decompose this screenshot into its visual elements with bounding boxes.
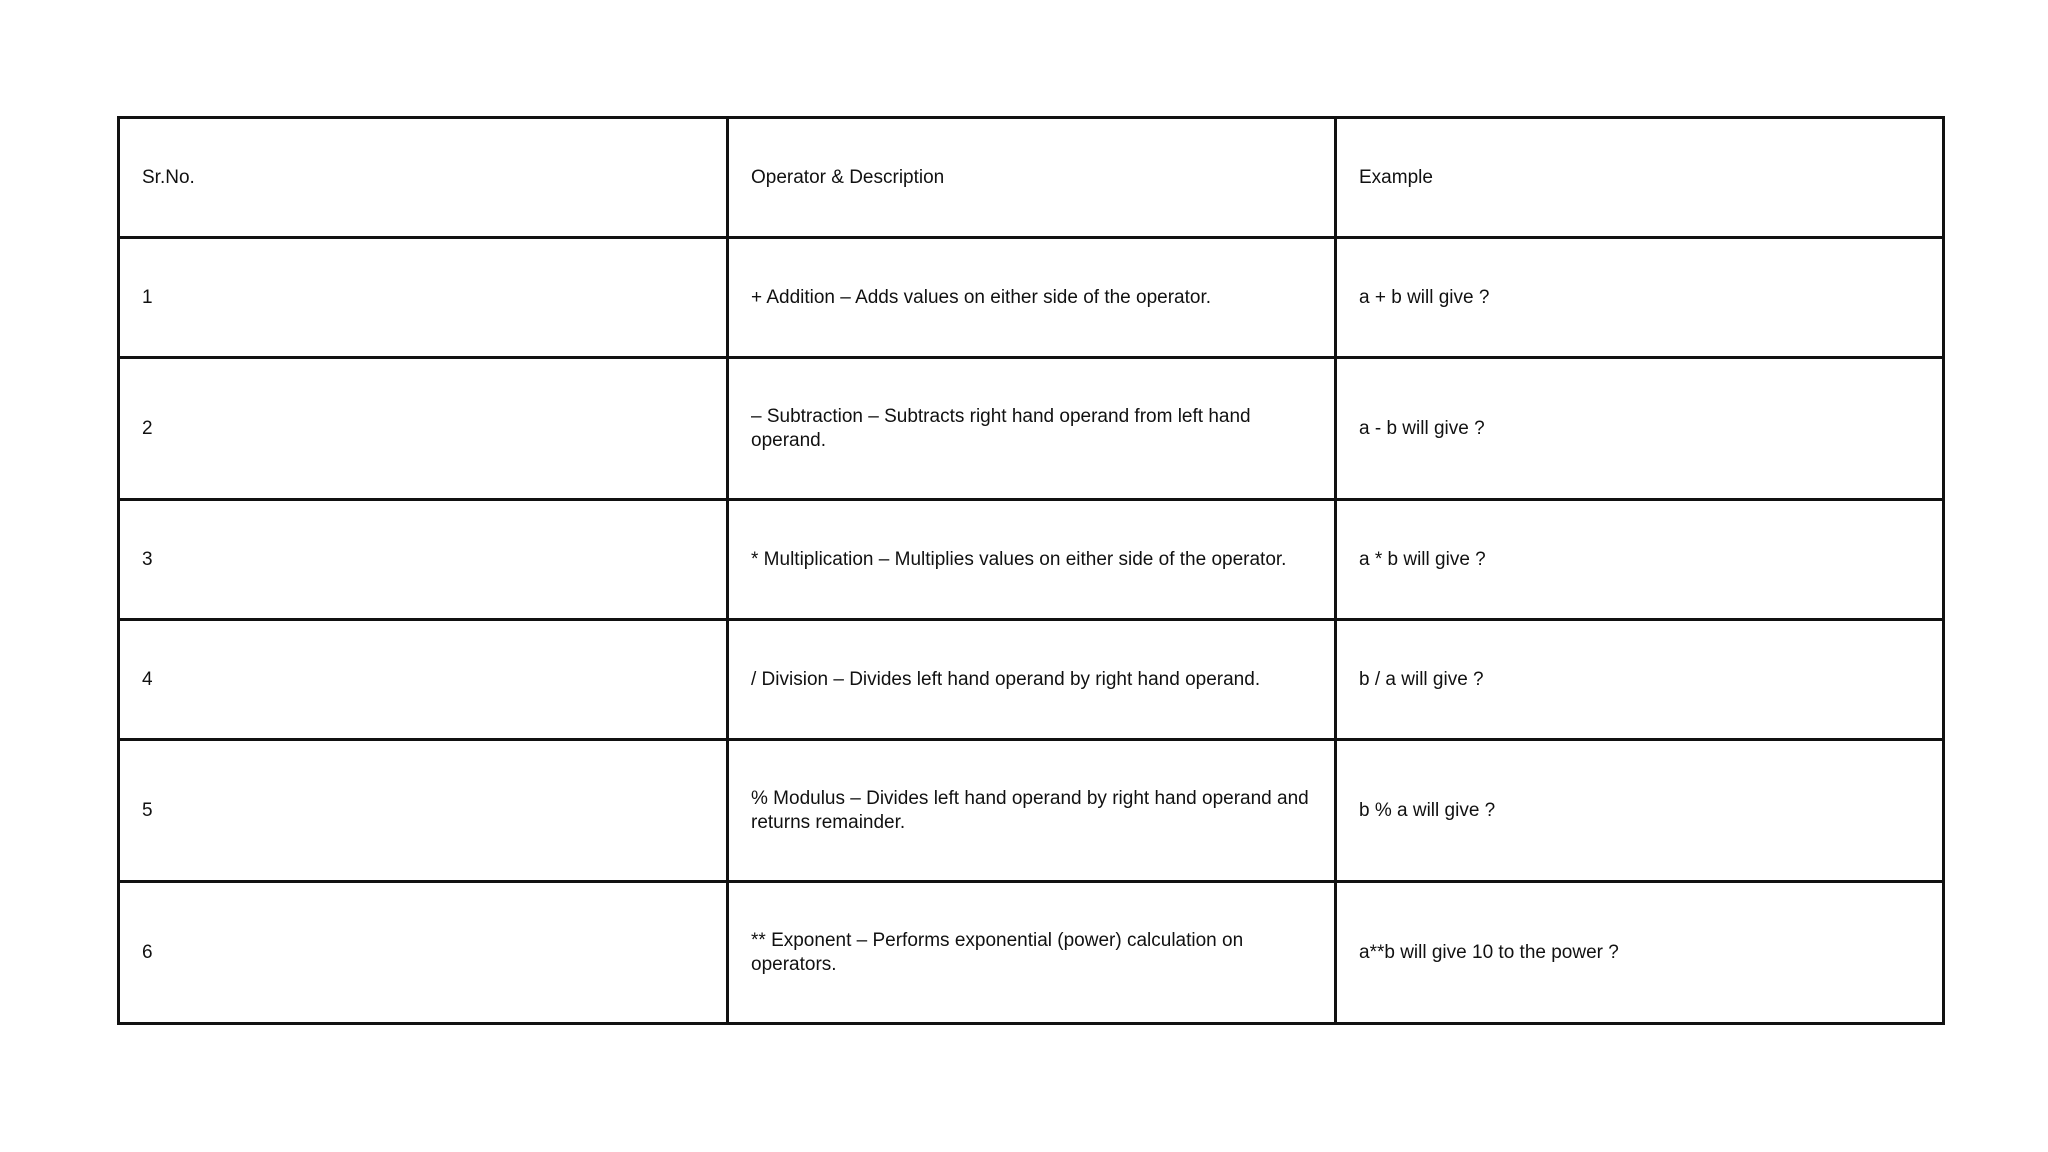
cell-sr-no: 2 <box>119 358 728 500</box>
cell-operator: – Subtraction – Subtracts right hand operand from left hand operand. <box>728 358 1336 500</box>
cell-example: a - b will give ? <box>1336 358 1944 500</box>
header-sr-no: Sr.No. <box>119 118 728 238</box>
table-row <box>119 620 1944 740</box>
cell-sr-no: 3 <box>119 500 728 620</box>
cell-example: b % a will give ? <box>1336 740 1944 882</box>
cell-sr-no: 6 <box>119 882 728 1024</box>
table-row <box>119 500 1944 620</box>
cell-operator: ** Exponent – Performs exponential (power) calculation on operators. <box>728 882 1336 1024</box>
table-row <box>119 882 1944 1024</box>
table-row <box>119 740 1944 882</box>
table-header-row <box>119 118 1944 238</box>
cell-example: a * b will give ? <box>1336 500 1944 620</box>
cell-example: b / a will give ? <box>1336 620 1944 740</box>
cell-sr-no: 4 <box>119 620 728 740</box>
table-row <box>119 358 1944 500</box>
operators-table <box>117 116 1945 1025</box>
header-example: Example <box>1336 118 1944 238</box>
cell-example: a + b will give ? <box>1336 238 1944 358</box>
cell-operator: + Addition – Adds values on either side of the operator. <box>728 238 1336 358</box>
cell-operator: * Multiplication – Multiplies values on either side of the operator. <box>728 500 1336 620</box>
cell-sr-no: 1 <box>119 238 728 358</box>
table-row <box>119 238 1944 358</box>
cell-sr-no: 5 <box>119 740 728 882</box>
cell-operator: / Division – Divides left hand operand by right hand operand. <box>728 620 1336 740</box>
cell-example: a**b will give 10 to the power ? <box>1336 882 1944 1024</box>
header-operator-description: Operator & Description <box>728 118 1336 238</box>
cell-operator: % Modulus – Divides left hand operand by right hand operand and returns remainder. <box>728 740 1336 882</box>
